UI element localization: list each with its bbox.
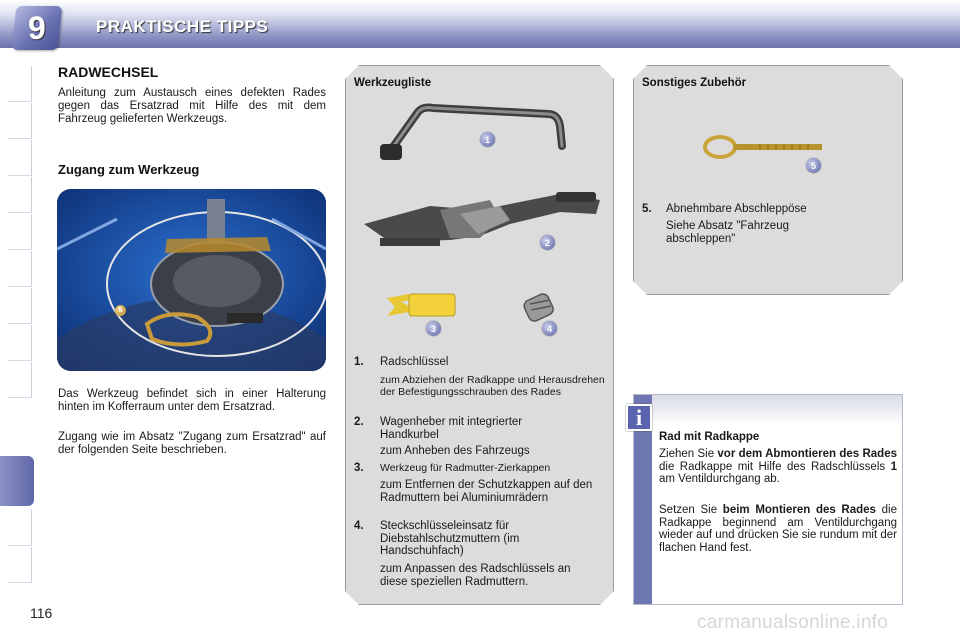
- accessories-title: Sonstiges Zubehör: [642, 77, 747, 89]
- chapter-tab[interactable]: [8, 66, 32, 102]
- chapter-tab[interactable]: [8, 177, 32, 213]
- chapter-tab[interactable]: [8, 510, 32, 546]
- tool-item-number: 2.: [354, 416, 364, 428]
- accessory-item-description: Siehe Absatz "Fahrzeug abschleppen": [666, 220, 789, 245]
- trunk-illustration: [57, 189, 326, 371]
- chapter-tab[interactable]: [8, 103, 32, 139]
- socket-adapter-image: [522, 290, 558, 326]
- chapter-tab[interactable]: [8, 288, 32, 324]
- tool-item-number: 1.: [354, 356, 364, 368]
- tool-item-description: zum Anheben des Fahrzeugs: [380, 445, 530, 457]
- location-paragraph: Das Werkzeug befindet sich in einer Halterung hinten im Kofferraum unter dem Ersatzrad.: [58, 388, 326, 413]
- section-heading: RADWECHSEL: [58, 64, 159, 80]
- access-paragraph: Zugang wie im Absatz "Zugang zum Ersatzrad" auf der folgenden Seite beschrieben.: [58, 431, 326, 456]
- chapter-tab[interactable]: [8, 547, 32, 583]
- chapter-number: 9: [28, 9, 46, 46]
- accessory-item-label: Abnehmbare Abschleppöse: [666, 203, 807, 215]
- info-box: [633, 394, 903, 605]
- tool-callout-2: 2: [540, 235, 555, 250]
- tool-item-description: zum Entfernen der Schutzkappen auf den Radmuttern bei Aluminiumrädern: [380, 479, 593, 504]
- page-number: 116: [30, 605, 53, 621]
- wheel-wrench-image: [378, 102, 583, 164]
- accessory-item-number: 5.: [642, 203, 652, 215]
- photo-callout-5: 5: [115, 305, 126, 316]
- chapter-tabs: [0, 66, 36, 576]
- trunk-photo: [57, 189, 326, 371]
- tool-callout-4: 4: [542, 321, 557, 336]
- chapter-tab[interactable]: [8, 140, 32, 176]
- info-paragraph-mounting: Setzen Sie beim Montieren des Rades die Radkappe beginnend am Ventildurchgang wieder auf und drücken Sie sie rundum mit der flachen Hand fest.: [659, 504, 897, 554]
- chapter-tab[interactable]: [8, 214, 32, 250]
- info-title: Rad mit Radkappe: [659, 431, 760, 443]
- hubcap-tool-image: [385, 290, 460, 324]
- tool-item-number: 3.: [354, 462, 364, 474]
- tool-callout-1: 1: [480, 132, 495, 147]
- car-jack-image: [360, 180, 605, 260]
- watermark: carmanualsonline.info: [697, 612, 889, 633]
- tool-item-label: Steckschlüsseleinsatz für Diebstahlschutzmuttern (im Handschuhfach): [380, 520, 520, 557]
- tool-callout-3: 3: [426, 321, 441, 336]
- chapter-tab[interactable]: [8, 362, 32, 398]
- intro-paragraph: Anleitung zum Austausch eines defekten Rades gegen das Ersatzrad mit Hilfe des mit dem Fahrzeug gelieferten Werkzeugs.: [58, 87, 326, 125]
- page-title: PRAKTISCHE TIPPS: [96, 17, 269, 36]
- tool-list-title: Werkzeugliste: [354, 77, 432, 89]
- accessories-panel: [633, 65, 903, 295]
- tool-item-label: Werkzeug für Radmutter-Zierkappen: [380, 462, 551, 474]
- tool-item-description: zum Abziehen der Radkappe und Herausdrehen der Befestigungsschrauben des Rades: [380, 374, 605, 398]
- accessory-callout-5: 5: [806, 158, 821, 173]
- chapter-badge: [12, 6, 63, 50]
- info-header-shade: [652, 395, 902, 425]
- chapter-tab-active[interactable]: [0, 456, 34, 506]
- chapter-tab[interactable]: [8, 325, 32, 361]
- chapter-tab[interactable]: [8, 251, 32, 287]
- subsection-heading: Zugang zum Werkzeug: [58, 162, 200, 177]
- info-icon: i: [626, 404, 652, 431]
- tool-item-label: Wagenheber mit integrierter Handkurbel: [380, 416, 523, 441]
- tool-item-label: Radschlüssel: [380, 356, 449, 368]
- tool-item-description: zum Anpassen des Radschlüssels an diese speziellen Radmuttern.: [380, 563, 571, 588]
- tool-item-number: 4.: [354, 520, 364, 532]
- info-paragraph-removal: Ziehen Sie vor dem Abmontieren des Rades die Radkappe mit Hilfe des Radschlüssels 1 am Ventildurchgang ab.: [659, 448, 897, 485]
